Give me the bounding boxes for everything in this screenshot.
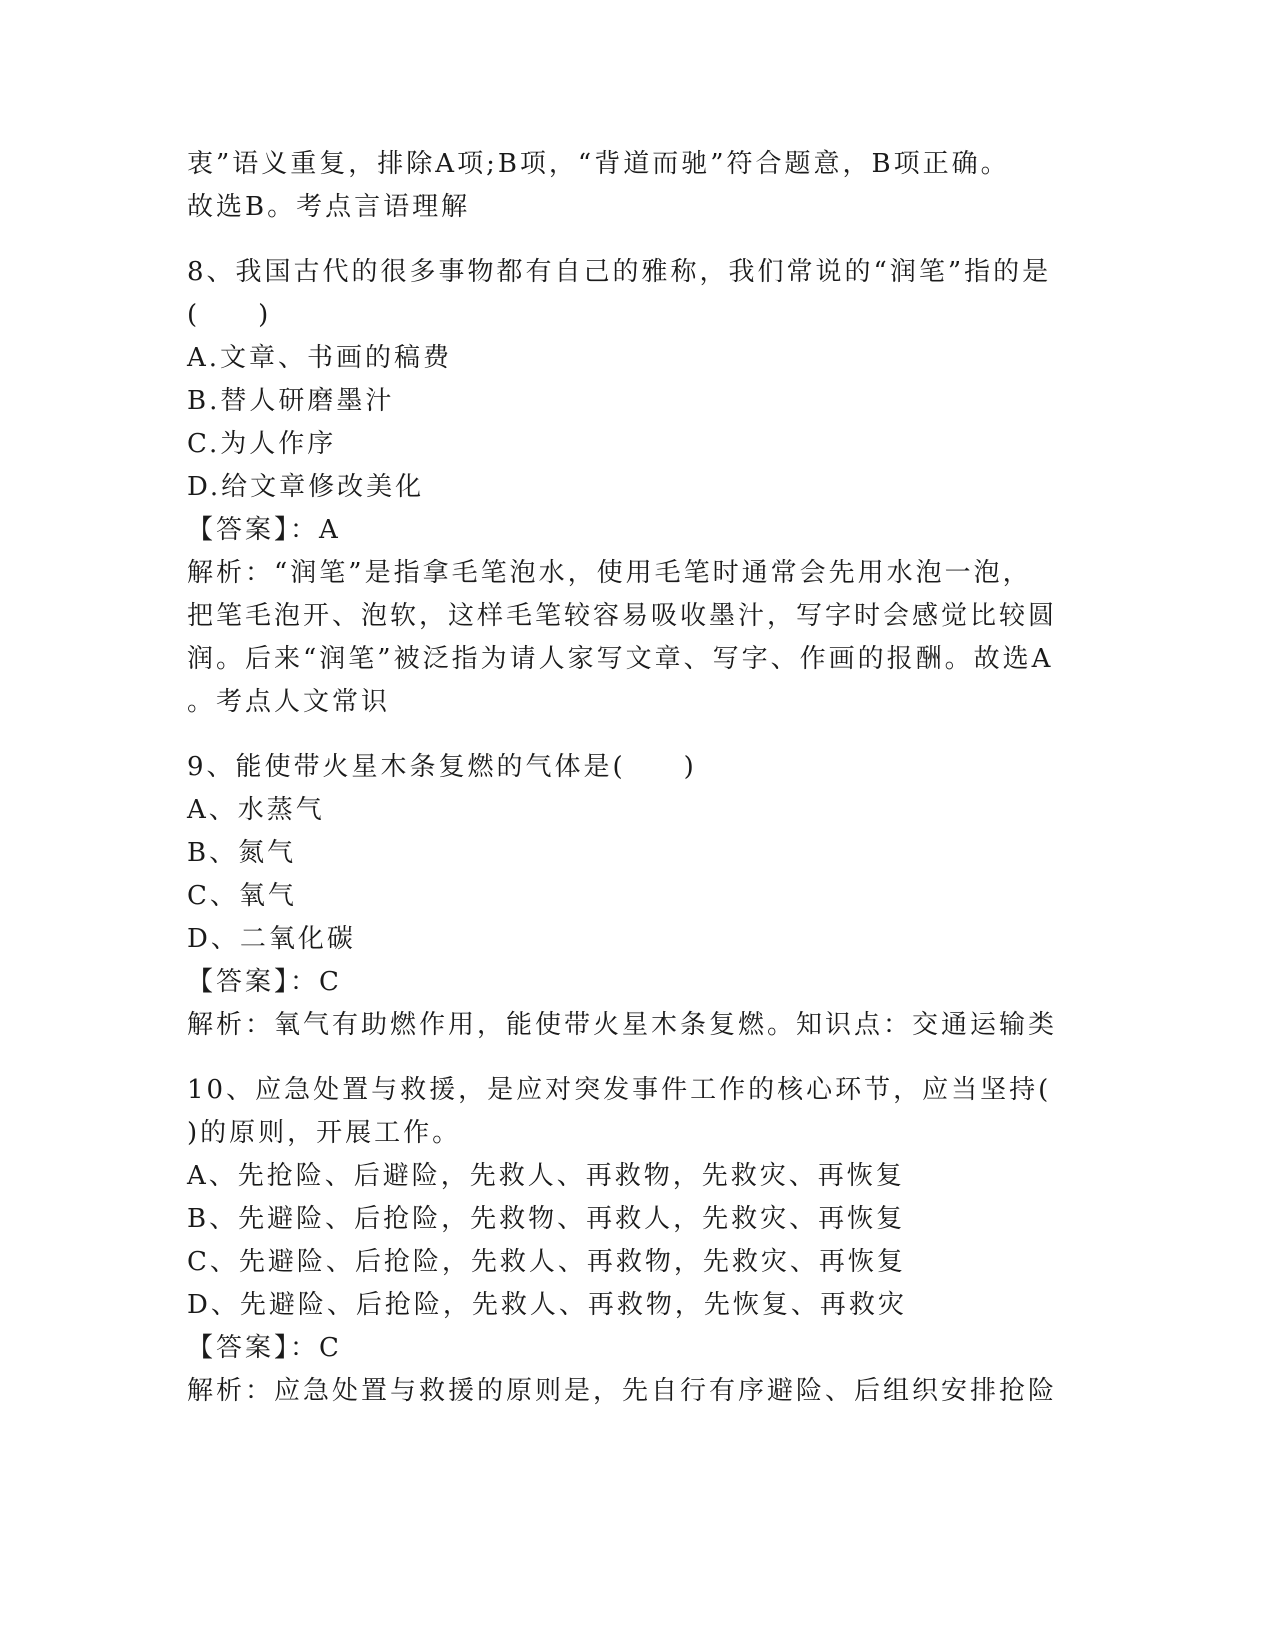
analysis-line: 解析：应急处置与救援的原则是，先自行有序避险、后组织安排抢险 xyxy=(187,1376,1058,1406)
question-stem: 8、我国古代的很多事物都有自己的雅称，我们常说的“润笔”指的是 xyxy=(187,257,1052,287)
question-8 xyxy=(187,251,1087,724)
question-stem: ( ) xyxy=(187,300,272,330)
option-a: A、先抢险、后避险，先救人、再救物，先救灾、再恢复 xyxy=(187,1161,905,1191)
question-10 xyxy=(187,1069,1087,1413)
answer: 【答案】：C xyxy=(187,1333,342,1363)
option-d: D、二氧化碳 xyxy=(187,924,356,954)
option-b: B.替人研磨墨汁 xyxy=(187,386,395,416)
analysis-line: 解析：氧气有助燃作用，能使带火星木条复燃。知识点：交通运输类 xyxy=(187,1010,1058,1040)
answer: 【答案】：A xyxy=(187,515,341,545)
option-c: C.为人作序 xyxy=(187,429,337,459)
text-line: 故选B。考点言语理解 xyxy=(187,192,471,222)
option-c: C、先避险、后抢险，先救人、再救物，先救灾、再恢复 xyxy=(187,1247,906,1277)
analysis-line: 润。后来“润笔”被泛指为请人家写文章、写字、作画的报酬。故选A xyxy=(187,644,1054,674)
analysis-line: 把笔毛泡开、泡软，这样毛笔较容易吸收墨汁，写字时会感觉比较圆 xyxy=(187,601,1058,631)
option-a: A、水蒸气 xyxy=(187,795,325,825)
document-page xyxy=(187,143,1087,1413)
option-b: B、先避险、后抢险，先救物、再救人，先救灾、再恢复 xyxy=(187,1204,906,1234)
question-stem: 10、应急处置与救援，是应对突发事件工作的核心环节，应当坚持( xyxy=(187,1075,1052,1105)
question-stem: )的原则，开展工作。 xyxy=(187,1118,462,1148)
option-c: C、氧气 xyxy=(187,881,297,911)
text-line: 衷”语义重复，排除A项;B项，“背道而驰”符合题意，B项正确。 xyxy=(187,149,1010,179)
previous-analysis-continuation xyxy=(187,143,1087,229)
option-b: B、氮气 xyxy=(187,838,297,868)
option-d: D.给文章修改美化 xyxy=(187,472,425,502)
option-a: A.文章、书画的稿费 xyxy=(187,343,453,373)
question-9 xyxy=(187,746,1087,1047)
question-stem: 9、能使带火星木条复燃的气体是( ) xyxy=(187,752,697,782)
analysis-line: 解析：“润笔”是指拿毛笔泡水，使用毛笔时通常会先用水泡一泡， xyxy=(187,558,1032,588)
option-d: D、先避险、后抢险，先救人、再救物，先恢复、再救灾 xyxy=(187,1290,907,1320)
analysis-line: 。考点人文常识 xyxy=(187,687,391,717)
answer: 【答案】：C xyxy=(187,967,342,997)
